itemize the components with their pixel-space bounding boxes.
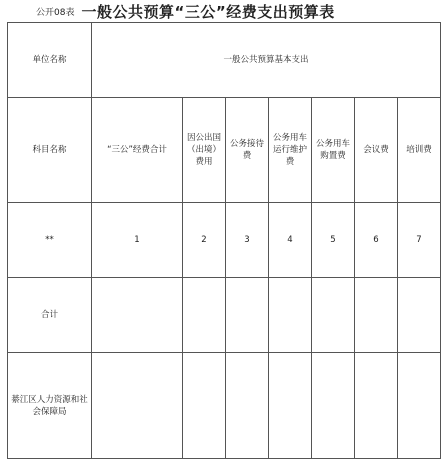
col-header-total: “三公”经费合计 xyxy=(92,98,183,203)
table-cell xyxy=(226,278,269,353)
table-cell xyxy=(269,278,312,353)
table-cell xyxy=(398,278,441,353)
table-cell xyxy=(398,353,441,459)
total-row-label: 合计 xyxy=(8,278,92,353)
table-cell xyxy=(226,353,269,459)
col-header-vehicle-maintenance: 公务用车运行维护费 xyxy=(269,98,312,203)
table-cell xyxy=(312,353,355,459)
col-header-meeting: 会议费 xyxy=(355,98,398,203)
table-cell xyxy=(183,353,226,459)
col-header-overseas: 因公出国（出境）费用 xyxy=(183,98,226,203)
col-header-vehicle-purchase: 公务用车购置费 xyxy=(312,98,355,203)
table-cell xyxy=(183,278,226,353)
form-code: 公开08表 xyxy=(36,8,75,18)
index-row-label: ** xyxy=(8,203,92,278)
table-cell xyxy=(269,353,312,459)
col-header-training: 培训费 xyxy=(398,98,441,203)
table-cell xyxy=(92,278,183,353)
group-header: 一般公共预算基本支出 xyxy=(92,23,441,98)
table-cell xyxy=(355,278,398,353)
table-cell xyxy=(92,353,183,459)
index-number: 6 xyxy=(355,203,398,278)
header-row-1 xyxy=(8,23,441,98)
index-number: 4 xyxy=(269,203,312,278)
header-row-2 xyxy=(8,98,441,203)
unit-name-header: 单位名称 xyxy=(8,23,92,98)
subject-name-header: 科目名称 xyxy=(8,98,92,203)
unit-row-label: 綦江区人力资源和社会保障局 xyxy=(8,353,92,459)
total-row xyxy=(8,278,441,353)
table-cell xyxy=(312,278,355,353)
index-row xyxy=(8,203,441,278)
index-number: 7 xyxy=(398,203,441,278)
index-number: 2 xyxy=(183,203,226,278)
title-row xyxy=(36,1,335,21)
col-header-reception: 公务接待费 xyxy=(226,98,269,203)
page-title: 一般公共预算“三公”经费支出预算表 xyxy=(81,3,335,21)
index-number: 3 xyxy=(226,203,269,278)
budget-table xyxy=(7,22,441,459)
index-number: 5 xyxy=(312,203,355,278)
unit-row xyxy=(8,353,441,459)
table-cell xyxy=(355,353,398,459)
index-number: 1 xyxy=(92,203,183,278)
